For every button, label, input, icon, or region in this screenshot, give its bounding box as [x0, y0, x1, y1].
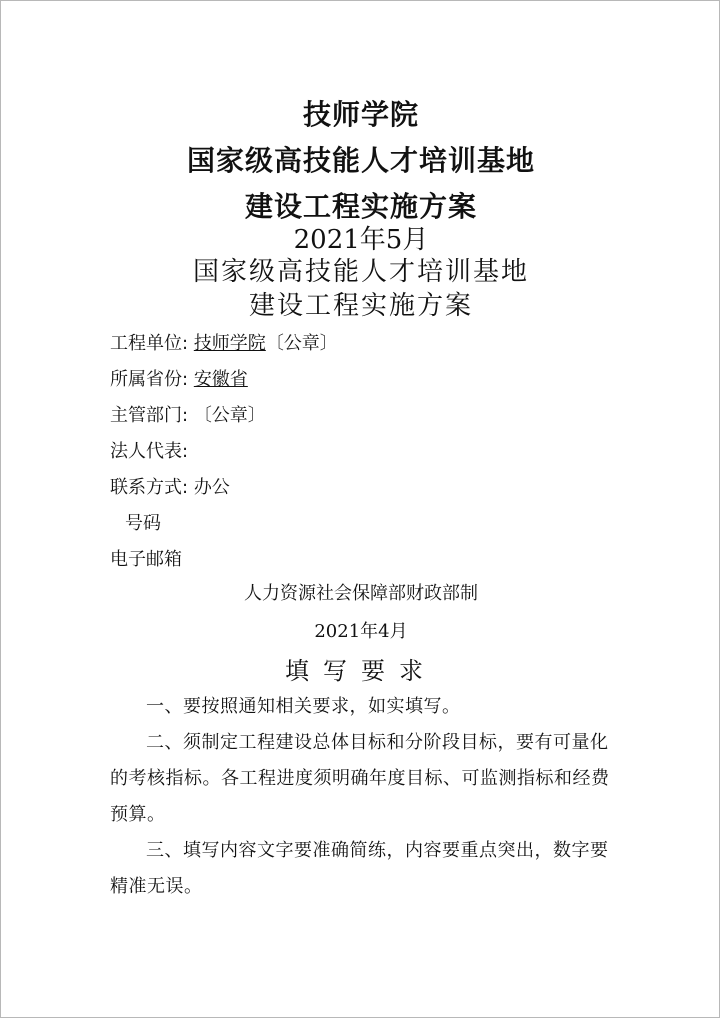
field-email-label: 电子邮箱	[110, 549, 182, 570]
subtitle-base: 国家级高技能人才培训基地	[192, 257, 529, 287]
requirement-item-3: 三、填写内容文字要准确简练，内容要重点突出，数字要精准无误。	[110, 840, 609, 897]
requirement-item-2: 二、须制定工程建设总体目标和分阶段目标，要有可量化的考核指标。各工程进度须明确年度目标、可监测指标和经费预算。	[110, 732, 610, 825]
issuer-org: 人力资源社会保障部财政部制	[244, 583, 478, 604]
field-province-value: 安徽省	[193, 369, 248, 390]
field-contact-value: 办公	[193, 477, 230, 498]
title-base: 国家级高技能人才培训基地	[186, 144, 535, 177]
field-contact-label: 联系方式:	[110, 477, 189, 498]
title-school: 技师学院	[302, 98, 419, 131]
field-unit-label: 工程单位:	[110, 333, 189, 354]
field-legal-rep-label: 法人代表:	[110, 441, 189, 462]
field-province	[110, 365, 248, 391]
field-phone-label: 号码	[125, 513, 161, 534]
subtitle-plan: 建设工程实施方案	[248, 291, 473, 321]
field-unit	[110, 329, 338, 355]
field-legal-rep	[110, 437, 188, 463]
field-department-seal: 〔公章〕	[193, 405, 266, 426]
field-department	[110, 401, 266, 427]
field-department-label: 主管部门:	[110, 405, 189, 426]
field-unit-seal: 〔公章〕	[265, 333, 338, 354]
field-contact	[110, 473, 230, 499]
requirements-title: 填写要求	[285, 657, 437, 685]
field-unit-value: 技师学院	[193, 333, 266, 354]
title-date: 2021年5月	[293, 225, 429, 255]
issue-date: 2021年4月	[314, 621, 408, 642]
title-plan: 建设工程实施方案	[244, 190, 477, 223]
requirement-item-1: 一、要按照通知相关要求，如实填写。	[146, 696, 461, 717]
field-province-label: 所属省份:	[110, 369, 189, 390]
